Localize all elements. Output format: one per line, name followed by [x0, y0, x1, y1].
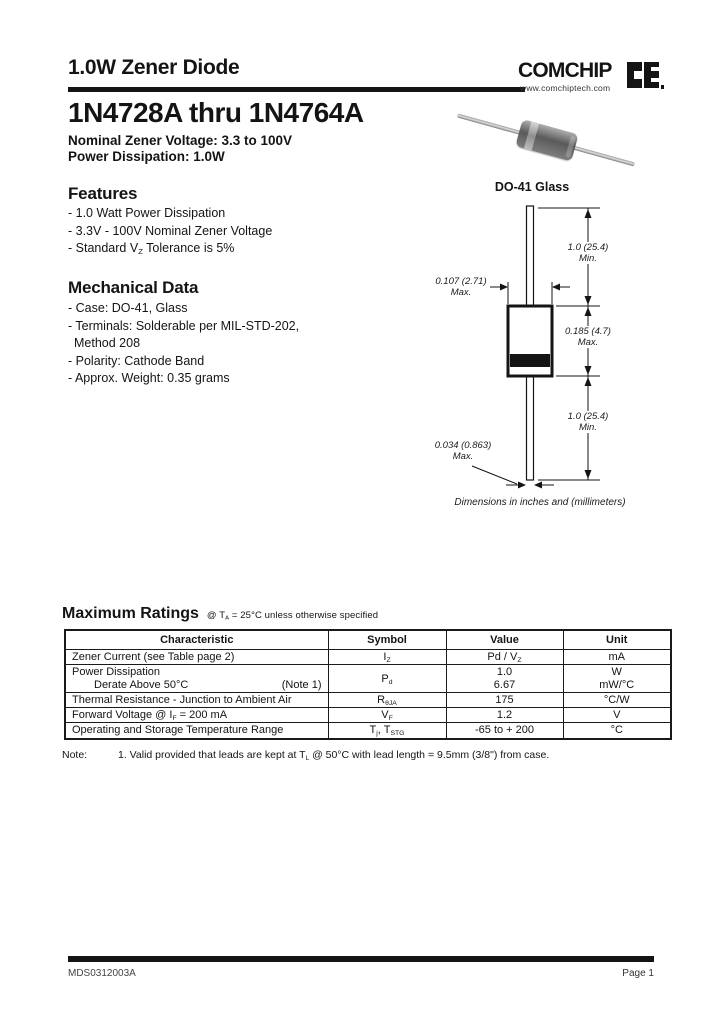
brand-logo: COMCHIP [518, 59, 612, 82]
diode-body [515, 119, 578, 161]
max-ratings-table [64, 629, 672, 740]
footer-rule [68, 956, 654, 962]
ce-logo-e-block [644, 62, 659, 88]
max-ratings-heading: Maximum Ratings @ $T_A = 25^\circ C$ unless otherwise specified [62, 605, 379, 622]
diode-cathode-band [524, 121, 539, 150]
cell-characteristic: Forward Voltage @ $I_F = 200$ mA [65, 708, 328, 723]
package-outline-drawing [410, 198, 680, 518]
footer-doc-number: MDS0312003A [68, 968, 136, 979]
package-diagram [410, 198, 680, 518]
mechanical-data-heading: Mechanical Data [68, 278, 199, 297]
note-line [62, 749, 549, 761]
cell-value: 1.2 [446, 708, 563, 723]
dim-label-lead-top: 1.0 (25.4) Min. [558, 242, 618, 264]
row-power-dissipation [65, 665, 671, 693]
cell-unit: W mW/°C [563, 665, 671, 693]
cell-characteristic: Thermal Resistance - Junction to Ambient Air [65, 693, 328, 708]
mech-item: - Terminals: Solderable per MIL-STD-202, [68, 318, 300, 333]
doc-title: 1.0W Zener Diode [68, 56, 240, 79]
col-header-characteristic: Characteristic [65, 630, 328, 650]
ce-logo-c-block [627, 62, 642, 88]
dimensions-caption: Dimensions in inches and (millimeters) [454, 497, 626, 508]
col-header-value: Value [446, 630, 563, 650]
subtitle-power-dissipation: Power Dissipation: 1.0W [68, 149, 225, 164]
brand-url: www.comchiptech.com [520, 83, 611, 93]
dim-label-body-diameter: 0.107 (2.71) Max. [435, 276, 487, 298]
note-reference: (Note 1) [281, 678, 322, 691]
feature-item: - 3.3V - 100V Nominal Zener Voltage [68, 223, 273, 238]
cell-value: -65 to + 200 [446, 723, 563, 739]
diode-photo-rotated-group [453, 100, 639, 180]
cell-symbol: $R_{\theta JA}$ [328, 693, 446, 708]
mechanical-data-list [68, 300, 299, 388]
diode-photo [446, 98, 646, 184]
cell-characteristic: Operating and Storage Temperature Range [65, 723, 328, 739]
cell-symbol: $P_d$ [328, 665, 446, 693]
cell-symbol: $V_F$ [328, 708, 446, 723]
row-forward-voltage [65, 708, 671, 723]
footer-page-number: Page 1 [622, 968, 654, 979]
features-list [68, 205, 272, 258]
cell-unit: mA [563, 650, 671, 665]
dim-label-lead-diameter: 0.034 (0.863) Max. [434, 440, 492, 462]
cell-characteristic: Zener Current (see Table page 2) [65, 650, 328, 665]
cell-value: 1.0 6.67 [446, 665, 563, 693]
note-text: 1. Valid provided that leads are kept at $T_L$ @ 50°C with lead length = 9.5mm (3/8") from case. [118, 749, 550, 762]
row-temperature-range [65, 723, 671, 739]
cell-symbol: $I_Z$ [328, 650, 446, 665]
cell-unit: V [563, 708, 671, 723]
feature-item: - Standard $V_Z$ Tolerance is 5% [68, 241, 235, 257]
dim-label-lead-bottom: 1.0 (25.4) Min. [558, 411, 618, 433]
title-rule [68, 87, 525, 92]
col-header-symbol: Symbol [328, 630, 446, 650]
cell-value: Pd / $V_Z$ [446, 650, 563, 665]
col-header-unit: Unit [563, 630, 671, 650]
table-header-row [65, 630, 671, 650]
ce-logo-dot [661, 85, 664, 89]
cell-symbol: $T_j$, $T_{STG}$ [328, 723, 446, 739]
package-name: DO-41 Glass [494, 180, 570, 194]
cell-characteristic: Power Dissipation Derate Above 50°C (Note 1) [65, 665, 328, 693]
cell-unit: °C/W [563, 693, 671, 708]
row-zener-current [65, 650, 671, 665]
part-range-title: 1N4728A thru 1N4764A [68, 97, 364, 128]
feature-item: - 1.0 Watt Power Dissipation [68, 206, 226, 220]
subtitle-zener-voltage: Nominal Zener Voltage: 3.3 to 100V [68, 133, 293, 148]
diode-body-highlight [565, 136, 576, 159]
max-ratings-condition: @ $T_A = 25^\circ C$ unless otherwise specified [206, 610, 379, 622]
mech-item: - Polarity: Cathode Band [68, 353, 205, 368]
comchip-ce-logo-icon [627, 62, 665, 92]
note-label: Note: [62, 749, 88, 761]
features-heading: Features [68, 184, 138, 203]
mech-item: Method 208 [74, 336, 141, 350]
mech-item: - Approx. Weight: 0.35 grams [68, 371, 230, 385]
cell-value: 175 [446, 693, 563, 708]
dim-label-body-length: 0.185 (4.7) Max. [554, 326, 622, 348]
cell-unit: °C [563, 723, 671, 739]
mech-item: - Case: DO-41, Glass [68, 301, 188, 315]
row-thermal-resistance [65, 693, 671, 708]
